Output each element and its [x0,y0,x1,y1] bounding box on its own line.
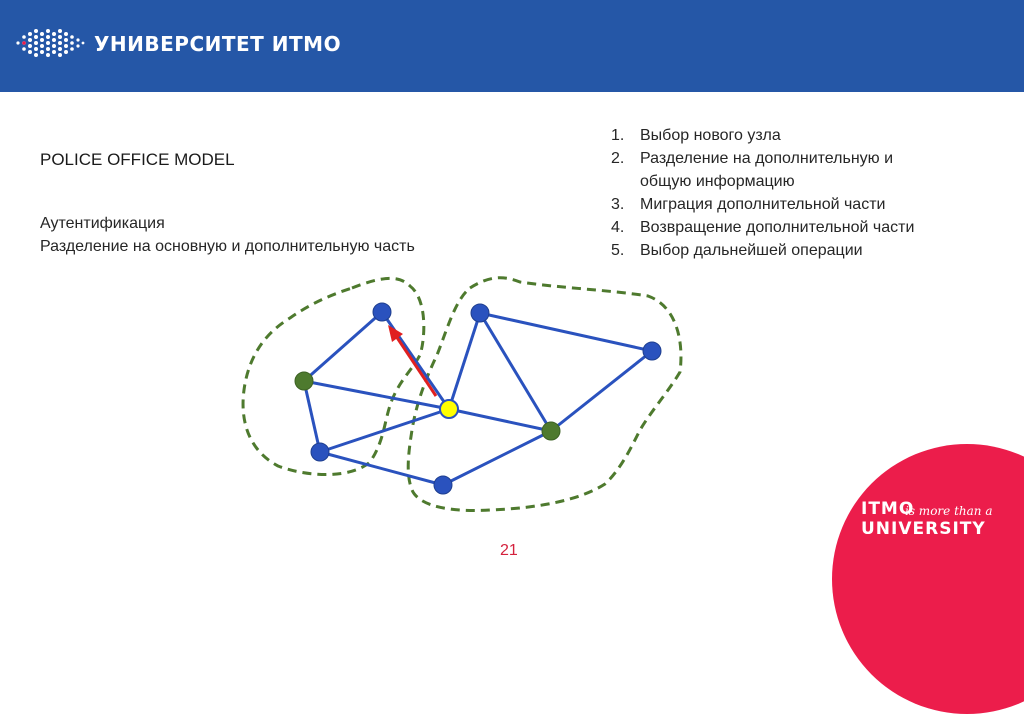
graph-edge [480,313,551,431]
step-number: 1. [611,127,625,144]
step-number: 5. [611,242,625,259]
subtitle-separation: Разделение на основную и дополнительную часть [40,238,415,255]
graph-node-blue [434,476,452,494]
graph-node-green [295,372,313,390]
brand-university-text: UNIVERSITY [861,519,986,539]
graph-edge [304,381,320,452]
step-text: Миграция дополнительной части [640,196,886,213]
graph-edge [551,351,652,431]
graph-edge [304,312,382,381]
slide-title: POLICE OFFICE MODEL [40,150,235,169]
graph-edge [449,313,480,409]
brand-itmo-text: ITMO [861,499,915,519]
graph-edge [382,312,449,409]
left-group-boundary [243,278,424,474]
graph-edge [320,409,449,452]
graph-edge [320,452,443,485]
graph-node-blue [471,304,489,322]
migration-arrow [396,336,436,396]
page-number: 21 [500,542,518,559]
graph-node-yellow [440,400,458,418]
graph-edge [480,313,652,351]
subtitle-authentication: Аутентификация [40,215,165,232]
graph-node-blue [373,303,391,321]
step-number: 2. [611,150,625,167]
graph-node-blue [311,443,329,461]
header-logo-text: УНИВЕРСИТЕТ ИТМО [94,32,342,56]
brand-tagline: is more than a [905,504,993,518]
graph-edge [449,409,551,431]
step-text: общую информацию [640,173,795,190]
graph-node-green [542,422,560,440]
step-number: 4. [611,219,625,236]
right-group-boundary [408,278,681,511]
step-number: 3. [611,196,625,213]
step-text: Разделение на дополнительную и [640,150,894,167]
graph-node-blue [643,342,661,360]
step-text: Возвращение дополнительной части [640,219,915,236]
graph-edge [443,431,551,485]
step-text: Выбор нового узла [640,127,781,144]
step-text: Выбор дальнейшей операции [640,242,863,259]
